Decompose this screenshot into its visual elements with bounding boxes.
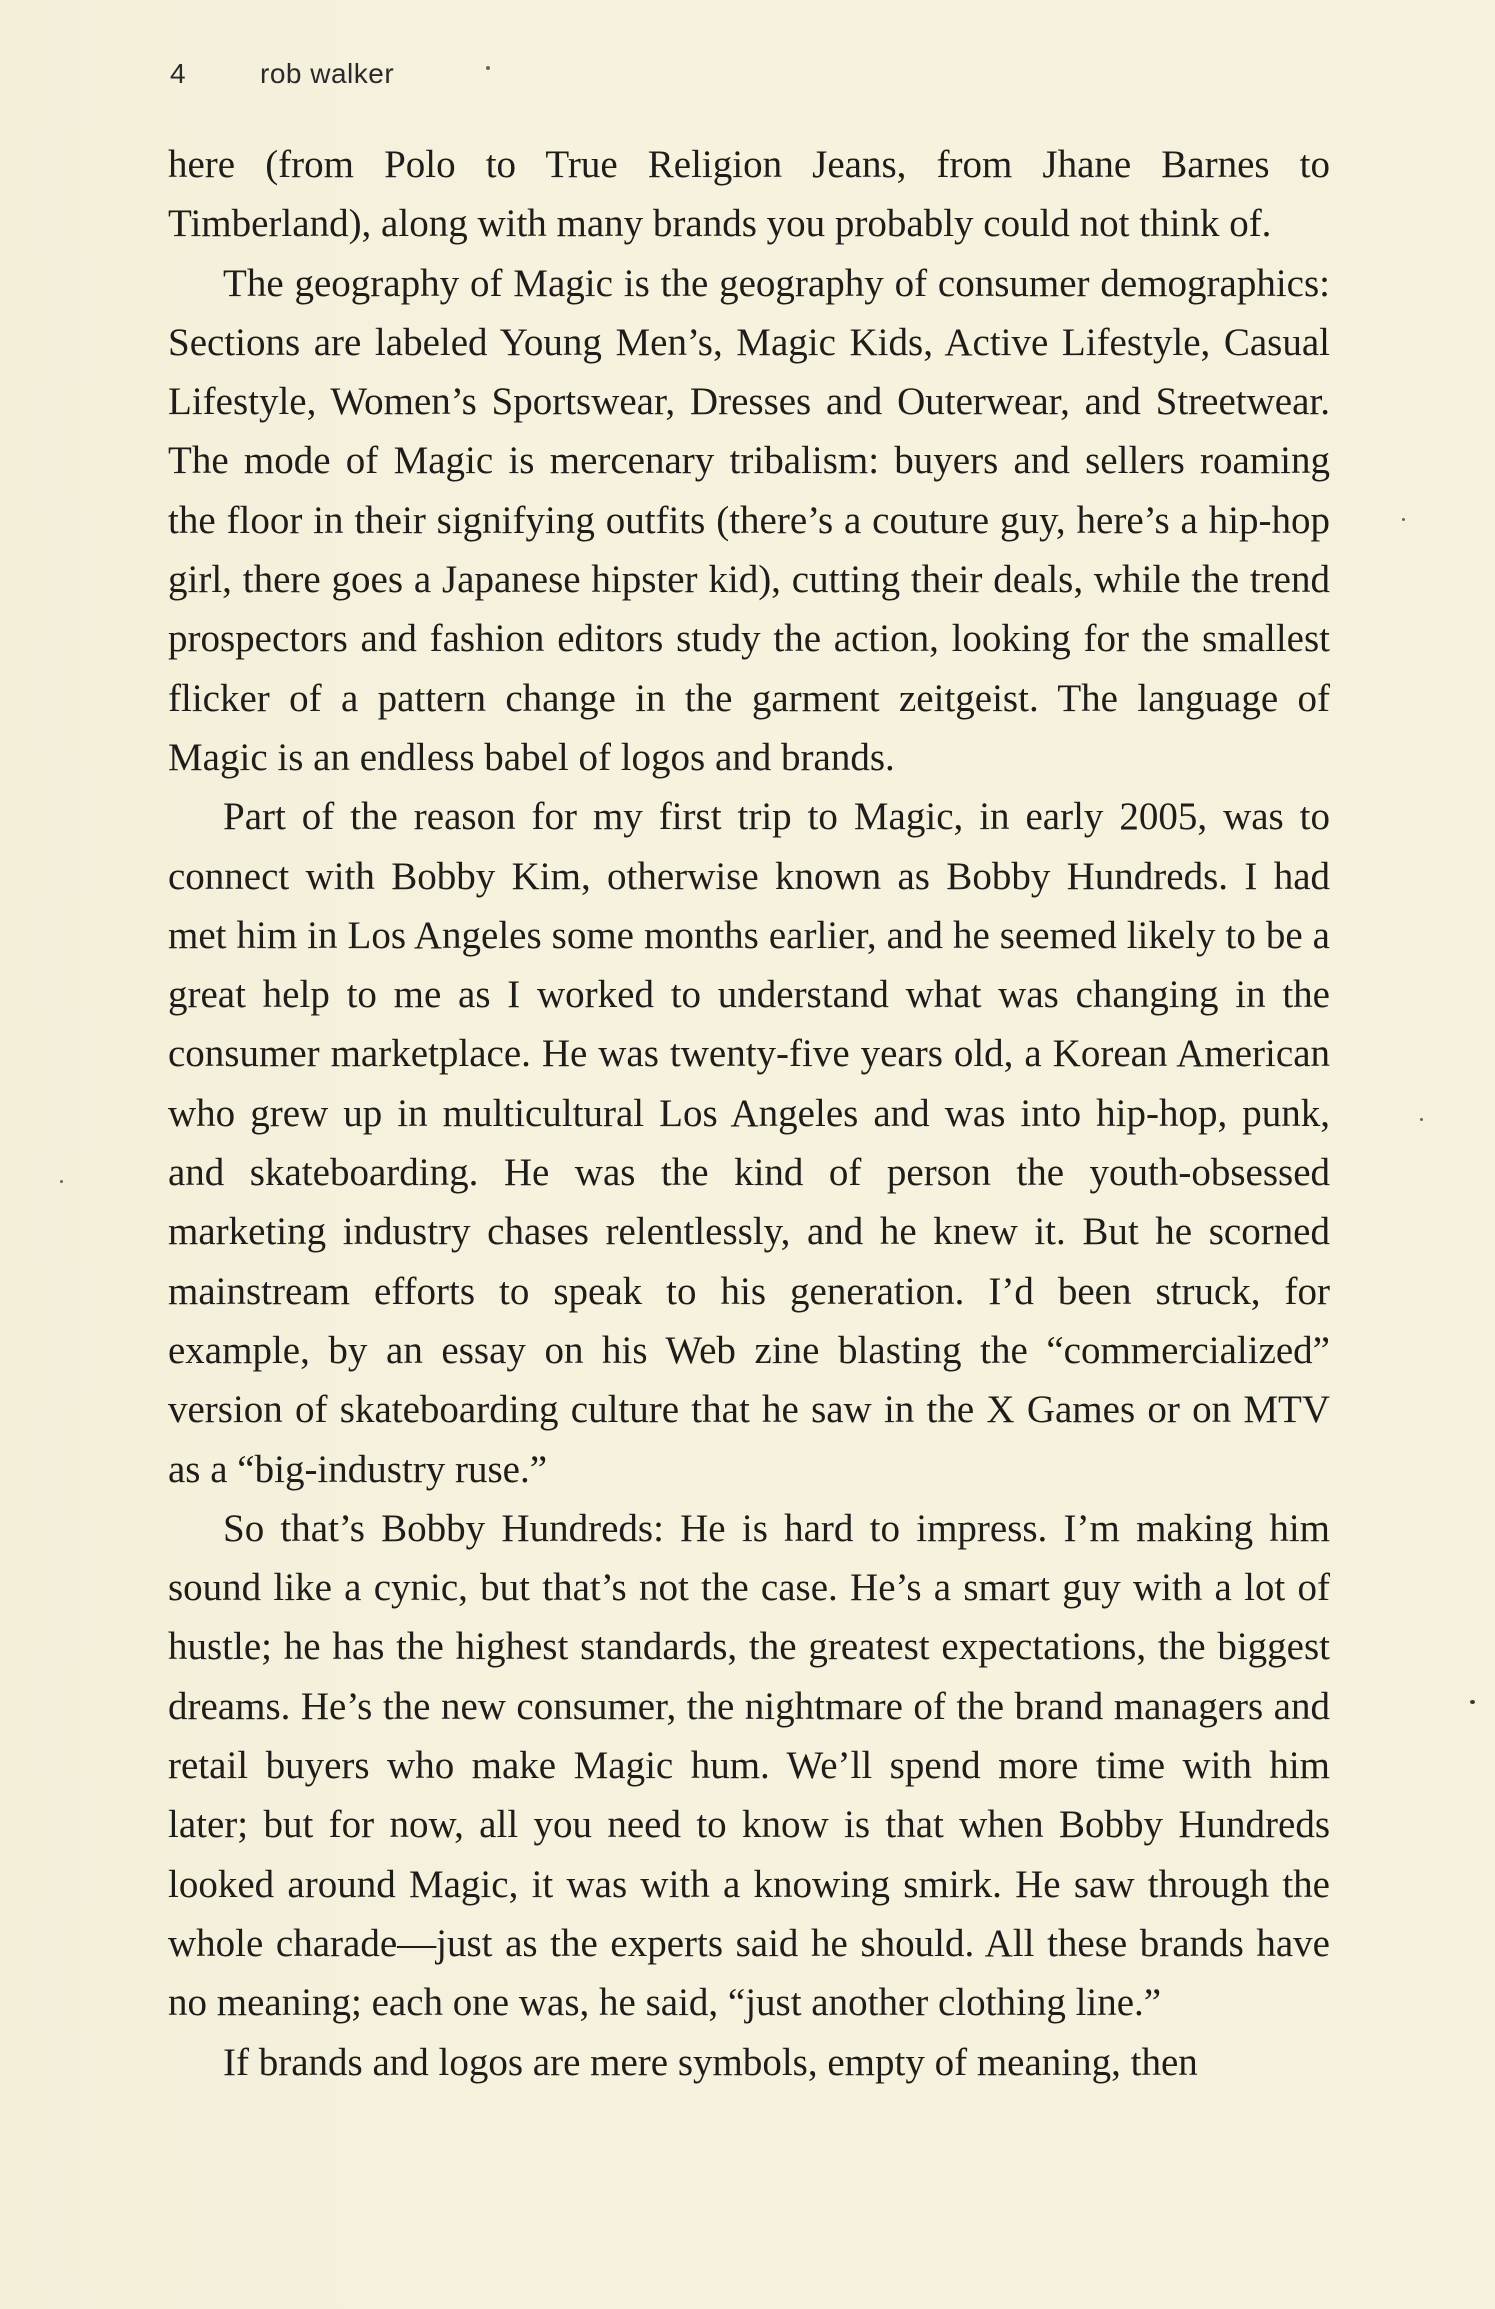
page-speck [486, 66, 490, 70]
paragraph-1: here (from Polo to True Religion Jeans, from Jhane Barnes to Timberland), along with many brands you probably could not think of. [168, 143, 1330, 246]
running-title: rob walker [260, 58, 395, 89]
paragraph-5: If brands and logos are mere symbols, empty of meaning, then [223, 2040, 1198, 2084]
paragraph-4: So that’s Bobby Hundreds: He is hard to impress. I’m making him sound like a cynic, but that’s not the case. He’s a smart guy with a lot of hustle; he has the highest standards, the greatest expectations, the biggest dreams. He’s the new consumer, the nightmare of the brand managers and retail buyers who make Magic hum. We’ll spend more time with him later; but for now, all you need to know is that when Bobby Hundreds looked around Magic, it was with a knowing smirk. He saw through the whole charade—just as the experts said he should. All these brands have no meaning; each one was, he said, “just another clothing line.” [168, 1506, 1330, 2025]
paragraph-3: Part of the reason for my first trip to Magic, in early 2005, was to connect with Bobby Kim, otherwise known as Bobby Hundreds. I had met him in Los Angeles some months earlier, and he seemed likely to be a great help to me as I worked to understand what was changing in the consumer marketplace. He was twenty-five years old, a Korean American who grew up in multicultural Los Angeles and was into hip-hop, punk, and skateboarding. He was the kind of person the youth-obsessed marketing industry chases relentlessly, and he knew it. But he scorned mainstream efforts to speak to his generation. I’d been struck, for example, by an essay on his Web zine blasting the “commercialized” version of skateboarding culture that he saw in the X Games or on MTV as a “big-industry ruse.” [168, 795, 1330, 1491]
page-speck [1470, 1700, 1475, 1704]
paragraph-2: The geography of Magic is the geography of consumer demographics: Sections are labeled Young Men’s, Magic Kids, Active Lifestyle, Casual Lifestyle, Women’s Sportswear, Dresses and Outerwear, and Streetwear. The mode of Magic is mercenary tribalism: buyers and sellers roaming the floor in their signifying outfits (there’s a couture guy, here’s a hip-hop girl, there goes a Japanese hipster kid), cutting their deals, while the trend prospectors and fashion editors study the action, looking for the smallest flicker of a pattern change in the garment zeitgeist. The language of Magic is an endless babel of logos and brands. [168, 261, 1330, 779]
running-head [170, 58, 394, 90]
page-speck [60, 1180, 63, 1183]
page-speck [1420, 1118, 1423, 1121]
page-speck [1402, 518, 1405, 521]
page-number: 4 [170, 58, 187, 89]
body-text [168, 135, 1330, 2092]
